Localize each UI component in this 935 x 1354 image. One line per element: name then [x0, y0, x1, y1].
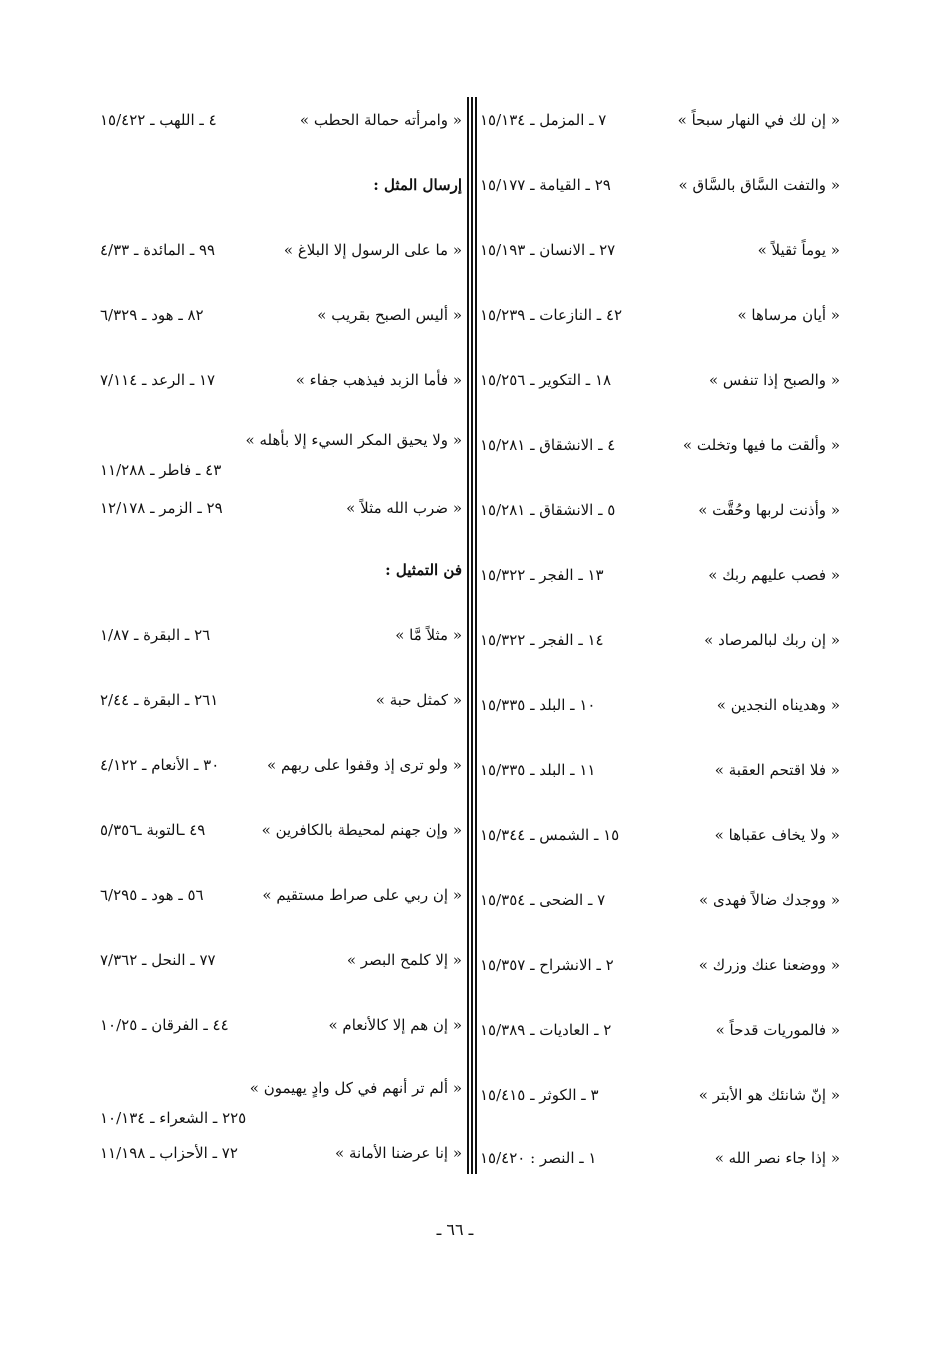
quote-text: « إذا جاء نصر الله » [714, 1149, 840, 1167]
quote-text: « ووضعنا عنك وزرك » [698, 956, 840, 974]
reference-text: ٤٣ ـ فاطر ـ ١١/٢٨٨ [100, 461, 222, 479]
reference-text: ٣٠ ـ الأنعام ـ ٤/١٢٢ [100, 756, 220, 774]
right-entry-13 [480, 880, 840, 920]
right-entry-1 [480, 100, 840, 140]
right-entry-5 [480, 360, 840, 400]
reference-text: ٢٧ ـ الانسان ـ ١٥/١٩٣ [480, 241, 616, 259]
quote-text: « وهديناه النجدين » [716, 696, 840, 714]
quote-text: « وامرأته حمالة الحطب » [299, 111, 462, 129]
left-entry-15 [100, 1005, 462, 1045]
right-entry-8 [480, 555, 840, 595]
reference-text: ١٣ ـ الفجر ـ ١٥/٣٢٢ [480, 566, 604, 584]
left-entry-4 [100, 295, 462, 335]
quote-text: « والصبح إذا تنفس » [708, 371, 840, 389]
quote-text: « كمثل حبة » [375, 691, 462, 709]
reference-text: ٧٢ ـ الأحزاب ـ ١١/١٩٨ [100, 1144, 238, 1162]
quote-text: « أيان مرساها » [737, 306, 840, 324]
reference-text: ١١ ـ البلد ـ ١٥/٣٣٥ [480, 761, 596, 779]
right-entry-2 [480, 165, 840, 205]
left-entry-13 [100, 875, 462, 915]
left-heading-irsal [100, 165, 462, 205]
left-entry-12 [100, 810, 462, 850]
reference-text: ١ ـ النصر : ١٥/٤٢٠ [480, 1149, 597, 1167]
quote-text: « يوماً ثقيلاً » [757, 241, 840, 259]
left-entry-16 [100, 1068, 462, 1127]
right-entry-4 [480, 295, 840, 335]
quote-text: « إلا كلمح البصر » [346, 951, 462, 969]
quote-text: « مثلاً مَّا » [395, 626, 462, 644]
reference-text: ٤ ـ الانشقاق ـ ١٥/٢٨١ [480, 436, 616, 454]
reference-text: ٤٢ ـ النازعات ـ ١٥/٢٣٩ [480, 306, 623, 324]
reference-text: ٤ ـ اللهب ـ ١٥/٤٢٢ [100, 111, 217, 129]
reference-text: ١٠ ـ البلد ـ ١٥/٣٣٥ [480, 696, 596, 714]
quote-text: « ولا يخاف عقباها » [714, 826, 840, 844]
reference-text: ٥٦ ـ هود ـ ٦/٢٩٥ [100, 886, 204, 904]
reference-text: ١٤ ـ الفجر ـ ١٥/٣٢٢ [480, 631, 604, 649]
left-entry-11 [100, 745, 462, 785]
reference-text: ٧ ـ الضحى ـ ١٥/٣٥٤ [480, 891, 606, 909]
quote-text: « ألم تر أنهم في كل وادٍ يهيمون » [249, 1079, 462, 1097]
left-entry-7 [100, 488, 462, 528]
quote-text: « والتفت السَّاق بالسَّاق » [678, 176, 840, 194]
quote-text: « فصب عليهم ربك » [708, 566, 840, 584]
reference-text: ٢٩ ـ القيامة ـ ١٥/١٧٧ [480, 176, 611, 194]
reference-text: ٢٦١ ـ البقرة ـ ٢/٤٤ [100, 691, 219, 709]
quote-text: « ولو ترى إذ وقفوا على ربهم » [267, 756, 462, 774]
reference-text: ٧٧ ـ النحل ـ ٧/٣٦٢ [100, 951, 216, 969]
left-entry-3 [100, 230, 462, 270]
reference-text: ١٨ ـ التكوير ـ ١٥/٢٥٦ [480, 371, 612, 389]
quote-text: « وإن جهنم لمحيطة بالكافرين » [261, 821, 462, 839]
left-entry-10 [100, 680, 462, 720]
section-heading: إرسال المثل : [373, 176, 462, 194]
quote-text: « فلا اقتحم العقبة » [714, 761, 840, 779]
quote-text: « ما على الرسول إلا البلاغ » [283, 241, 462, 259]
left-entry-14 [100, 940, 462, 980]
quote-text: « ضرب الله مثلاً » [346, 499, 462, 517]
page-number: ـ ٦٦ ـ [436, 1220, 474, 1239]
reference-text: ٢٩ ـ الزمر ـ ١٢/١٧٨ [100, 499, 223, 517]
right-entry-9 [480, 620, 840, 660]
reference-text: ٩٩ ـ المائدة ـ ٤/٣٣ [100, 241, 216, 259]
reference-text: ٤٩ ـالتوبة ـ٥/٣٥٦ [100, 821, 206, 839]
right-entry-3 [480, 230, 840, 270]
quote-text: « إنا عرضنا الأمانة » [335, 1144, 462, 1162]
right-entry-12 [480, 815, 840, 855]
reference-text: ٧ ـ المزمل ـ ١٥/١٣٤ [480, 111, 607, 129]
reference-text: ١٧ ـ الرعد ـ ٧/١١٤ [100, 371, 216, 389]
left-heading-tamthil [100, 550, 462, 590]
column-divider [471, 97, 473, 1174]
reference-text: ٣ ـ الكوثر ـ ١٥/٤١٥ [480, 1086, 599, 1104]
reference-text: ٢ ـ الانشراح ـ ١٥/٣٥٧ [480, 956, 614, 974]
right-entry-15 [480, 1010, 840, 1050]
left-entry-6 [100, 420, 462, 479]
left-entry-1 [100, 100, 462, 140]
right-entry-10 [480, 685, 840, 725]
left-entry-17 [100, 1133, 462, 1173]
quote-text: « وأذنت لربها وحُقَّت » [698, 501, 840, 519]
quote-text: « إن ربك لبالمرصاد » [704, 631, 840, 649]
quote-text: « إن ربي على صراط مستقيم » [262, 886, 462, 904]
right-entry-16 [480, 1075, 840, 1115]
quote-text: « ووجدك ضالاً فهدى » [699, 891, 840, 909]
reference-text: ٨٢ ـ هود ـ ٦/٣٢٩ [100, 306, 204, 324]
quote-text: « ولا يحيق المكر السيء إلا بأهله » [245, 431, 462, 449]
quote-text: « إن هم إلا كالأنعام » [328, 1016, 462, 1034]
quote-text: « أليس الصبح بقريب » [317, 306, 462, 324]
right-entry-11 [480, 750, 840, 790]
left-entry-5 [100, 360, 462, 400]
right-entry-14 [480, 945, 840, 985]
reference-text: ٢ ـ العاديات ـ ١٥/٣٨٩ [480, 1021, 612, 1039]
quote-text: « فالموريات قدحاً » [715, 1021, 840, 1039]
right-entry-7 [480, 490, 840, 530]
column-divider [467, 97, 469, 1174]
reference-text: ٢٢٥ ـ الشعراء ـ ١٠/١٣٤ [100, 1109, 247, 1127]
reference-text: ٥ ـ الانشقاق ـ ١٥/٢٨١ [480, 501, 616, 519]
reference-text: ٤٤ ـ الفرقان ـ ١٠/٢٥ [100, 1016, 229, 1034]
quote-text: « إنّ شانئك هو الأبتر » [698, 1086, 840, 1104]
quote-text: « إن لك في النهار سبحاً » [677, 111, 840, 129]
section-heading: فن التمثيل : [385, 561, 462, 579]
reference-text: ٢٦ ـ البقرة ـ ١/٨٧ [100, 626, 211, 644]
quote-text: « وألقت ما فيها وتخلت » [682, 436, 840, 454]
column-divider [475, 97, 477, 1174]
reference-text: ١٥ ـ الشمس ـ ١٥/٣٤٤ [480, 826, 620, 844]
right-entry-6 [480, 425, 840, 465]
right-entry-17 [480, 1138, 840, 1178]
quote-text: « فأما الزبد فيذهب جفاء » [295, 371, 462, 389]
left-entry-9 [100, 615, 462, 655]
